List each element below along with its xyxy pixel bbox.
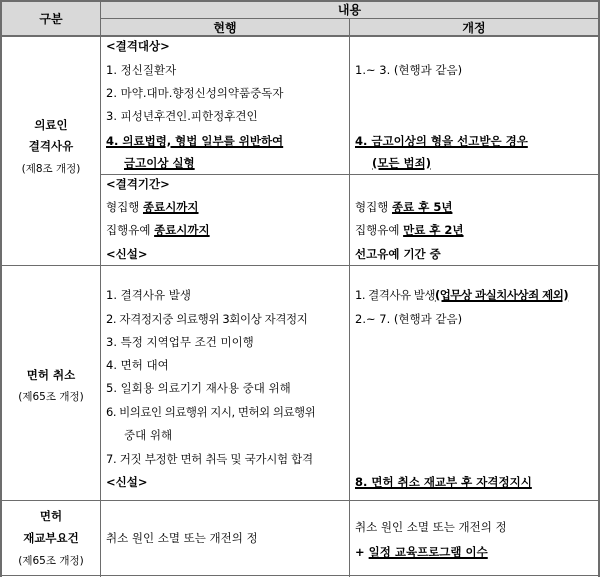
revised-period-2-prefix: 집행유예 — [355, 223, 400, 237]
revised-revoke-line-2: 2.~ 7. (현행과 같음) — [355, 312, 463, 326]
revised-revoke-1-emph: (업무상 과실치사상죄 제외) — [434, 288, 569, 302]
header-current: 현행 — [213, 21, 237, 35]
current-revoke-new: <신설> — [106, 475, 148, 489]
current-disq-item-1: 1. 정신질환자 — [106, 63, 177, 77]
revised-revoke-1-prefix: 1. 결격사유 발생 — [355, 288, 435, 302]
current-period-1-prefix: 형집행 — [106, 200, 140, 214]
current-period-1-emph: 종료시까지 — [142, 200, 199, 214]
current-disq-item-2: 2. 마약.대마.향정신성의약품중독자 — [106, 86, 284, 100]
revised-reissue-emph: 일정 교육프로그램 이수 — [368, 545, 488, 559]
revised-period-line-1 — [355, 199, 452, 215]
row-ref-revocation: (제65조 개정) — [18, 391, 84, 403]
current-disq-item-3: 3. 피성년후견인.피한정후견인 — [106, 109, 258, 123]
revised-reissue-line-2 — [355, 544, 488, 560]
row-label-disqualification-2: 결격사유 — [28, 139, 74, 153]
current-disq-item-4-cont: 금고이상 실형 — [124, 156, 195, 170]
row-label-reissue-2: 재교부요건 — [23, 531, 79, 545]
revised-disq-item-4: 4. 금고이상의 형을 선고받은 경우 — [355, 134, 528, 148]
current-period-2-emph: 종료시까지 — [154, 223, 210, 237]
current-revoke-item-4: 4. 면허 대여 — [106, 358, 169, 372]
revised-reissue-plus: + — [355, 545, 369, 559]
row-ref-reissue: (제65조 개정) — [18, 555, 84, 567]
row-label-reissue: 면허 — [39, 509, 63, 523]
row-label-disqualification: 의료인 — [34, 118, 68, 132]
row-label-revocation: 면허 취소 — [26, 368, 76, 382]
current-period-new: <신설> — [106, 247, 148, 261]
current-revoke-item-1: 1. 결격사유 발생 — [106, 288, 191, 302]
revised-period-1-emph: 종료 후 5년 — [391, 200, 453, 214]
current-revoke-item-7: 7. 거짓 부정한 면허 취득 및 국가시험 합격 — [106, 452, 313, 466]
current-period-2-prefix: 집행유예 — [106, 223, 151, 237]
revised-reissue-line-1: 취소 원인 소멸 또는 개전의 정 — [355, 520, 507, 534]
current-revoke-item-6-cont: 중대 위해 — [124, 428, 173, 442]
current-disq-item-4: 4. 의료법령, 형법 일부를 위반하여 — [106, 134, 284, 148]
current-revoke-item-3: 3. 특정 지역업무 조건 미이행 — [106, 335, 254, 349]
current-disq-period-title: <결격기간> — [106, 177, 170, 191]
current-reissue: 취소 원인 소멸 또는 개전의 정 — [106, 531, 258, 545]
current-revoke-item-2: 2. 자격정지중 의료행위 3회이상 자격정지 — [106, 312, 308, 326]
header-content: 내용 — [337, 3, 362, 17]
row-ref-disqualification: (제8조 개정) — [21, 163, 81, 175]
header-category: 구분 — [39, 12, 63, 26]
revised-period-2-emph: 만료 후 2년 — [403, 223, 464, 237]
revised-disq-same: 1.~ 3. (현행과 같음) — [355, 63, 463, 77]
header-revised: 개정 — [462, 21, 486, 35]
revised-revoke-line-8: 8. 면허 취소 재교부 후 자격정지시 — [355, 475, 532, 489]
current-period-line-1 — [106, 199, 199, 215]
current-disq-targets-title: <결격대상> — [106, 39, 170, 53]
current-revoke-item-6: 6. 비의료인 의료행위 지시, 면허외 의료행위 — [106, 405, 316, 419]
revised-period-line-2 — [355, 222, 464, 238]
current-period-line-2 — [106, 222, 210, 238]
revised-disq-item-4-cont: (모든 범죄) — [372, 156, 431, 170]
revised-period-1-prefix: 형집행 — [355, 200, 389, 214]
current-revoke-item-5: 5. 일회용 의료기기 재사용 중대 위해 — [106, 381, 291, 395]
revised-period-line-3: 선고유예 기간 중 — [355, 247, 441, 261]
revised-revoke-line-1 — [355, 287, 568, 303]
